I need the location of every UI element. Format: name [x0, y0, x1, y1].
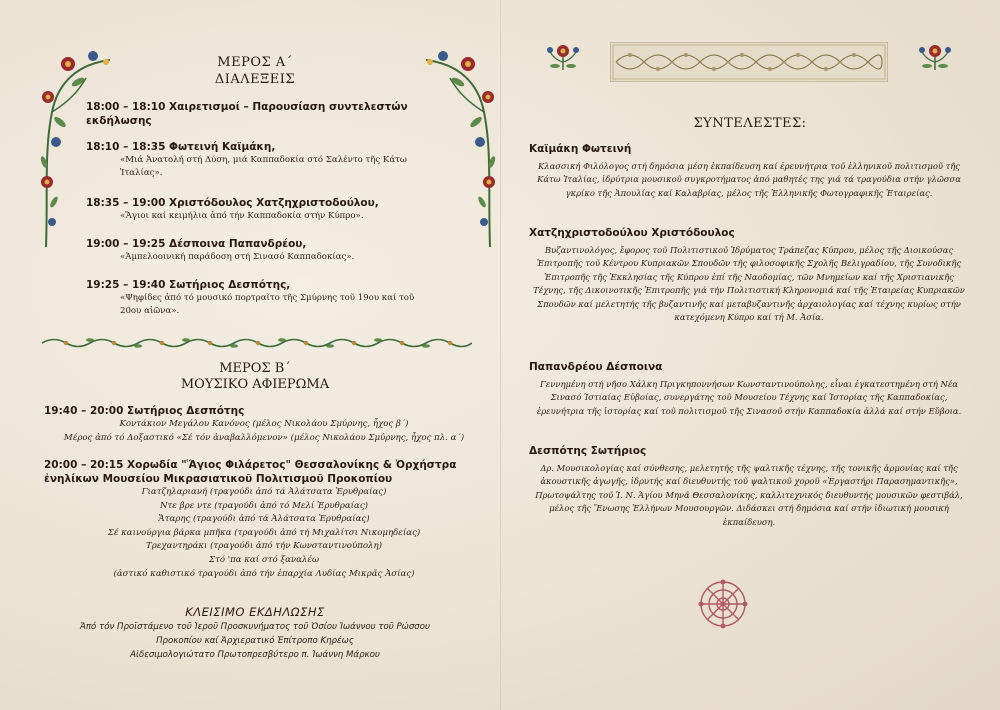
music-block-title: 20:00 – 20:15 Χορωδία "Ἅγιος Φιλάρετος" Θεσσαλονίκης & Ὀρχήστρα ἐνηλίκων Μουσείου Μικρασιατικοῦ Πολιτισμοῦ Προκοπίου — [44, 459, 457, 485]
bio-name: Καϊμάκη Φωτεινή — [529, 143, 632, 155]
bio-despotis — [529, 444, 969, 529]
session-title: 19:25 – 19:40 Σωτήριος Δεσπότης, — [86, 279, 291, 291]
closing-line: Ἀπό τόν Προϊστάμενο τοῦ Ἱεροῦ Προσκυνήματος τοῦ Ὁσίου Ἰωάννου τοῦ Ρώσσου — [79, 622, 430, 632]
music-line: Στό 'πα καί στό ξαναλέω — [209, 554, 319, 565]
flower-ornament-right-icon — [917, 42, 953, 74]
bio-name: Δεσπότης Σωτήριος — [529, 445, 647, 457]
music-line: Σέ καινούργια βάρκα μπῆκα (τραγούδι ἀπό τή Μιχαλίτσι Νικομηδείας) — [107, 527, 421, 538]
closing-section — [20, 604, 490, 662]
music-line: Μέρος ἀπό τό Δοξαστικό «Σέ τόν ἀναβαλλόμενον» (μέλος Νικολάου Σμύρνης, ἦχος πλ. α΄) — [63, 432, 465, 443]
closing-title: ΚΛΕΙΣΙΜΟ ΕΚΔΗΛΩΣΗΣ — [185, 605, 325, 619]
bio-text: Γεννημένη στή νῆσο Χάλκη Πριγκηποννήσων Κωνσταντινούπολης, εἶναι ἐγκατεστημένη στή Νέα Σινασό Ἱστιαίας Εὐβοίας, συνεργάτης τοῦ Μουσείου Τέχνης καί Ἱστορίας τῆς Καππαδοκίας, ἐρευνήτρια τῆς ἱστορίας καί τοῦ πολιτισμοῦ τῆς Σινασοῦ στήν Καππαδοκία ἀλλά καί στήν Εὔβοια. — [536, 379, 962, 416]
session-2 — [86, 140, 426, 180]
left-panel — [20, 30, 490, 700]
music-line: Γιατζηλαριανή (τραγούδι ἀπό τά Ἀλάτσατα Ἐρυθραίας) — [141, 487, 387, 497]
music-line: Κοντάκιον Μεγάλου Κανόνος (μέλος Νικολάου Σμύρνης, ἦχος β΄) — [119, 419, 409, 429]
music-line: Τρεχαντηράκι (τραγούδι ἀπό τήν Κωνσταντινούπολη) — [146, 541, 382, 552]
bio-text: Κλασσική Φιλόλογος στή δημόσια μέση ἐκπαίδευση καί ἐρευνήτρια τοῦ ἑλληνικοῦ πολιτισμοῦ τῆς Κάτω Ἰταλίας, ἱδρύτρια μουσικοῦ συγκροτήματος ἀπό μαθητές της γιά τά τραγούδια στήν γλῶσσα γκρίκο τῆς Ἀπουλίας καί Καλαβρίας, μέλος τῆς Ἑλληνικῆς Φωτογραφικῆς Ἑταιρείας. — [537, 161, 961, 198]
fold-line — [500, 0, 501, 710]
session-title: 18:10 – 18:35 Φωτεινή Καϊμάκη, — [86, 141, 276, 153]
music-line: Ντε βρε ντε (τραγούδι ἀπό τό Μελί Ἐρυθραίας) — [159, 500, 369, 511]
session-title: 18:35 – 19:00 Χριστόδουλος Χατζηχριστοδούλου, — [86, 197, 379, 209]
bio-name: Παπανδρέου Δέσποινα — [529, 361, 663, 373]
session-desc: «Ἅγιοι καί κειμήλια ἀπό τήν Καππαδοκία στήν Κύπρο». — [120, 211, 364, 221]
music-block-2 — [44, 458, 484, 581]
music-line: Ἄταρης (τραγούδι ἀπό τά Ἀλάτσατα Ἐρυθραίας) — [158, 514, 370, 525]
bio-text: Δρ. Μουσικολογίας καί σύνθεσης, μελετητής τῆς ψαλτικῆς τέχνης, τῆς τονικῆς ἁρμονίας καί τῆς ἀκουστικῆς ἀγωγῆς, ἱδρυτής καί διευθυντής τοῦ ψαλτικοῦ χοροῦ «Ἐργαστήρι Παρασημαντικῆς», Πρωτοψάλτης τοῦ Ἱ. Ν. Ἁγίου Μηνᾶ Θεσσαλονίκης, καλλιτεχνικός διευθυντής μουσικῶν φεστιβάλ, μέλος τῆς Ἕνωσης Ἑλλήνων Μουσουργῶν. Διδάσκει στή δημόσια καί στήν ἰδιωτική μουσική ἐκπαίδευση. — [535, 463, 963, 527]
part-b-title: ΜΕΡΟΣ Β΄ — [219, 361, 291, 376]
music-block-1 — [44, 404, 484, 445]
vine-divider-icon — [42, 336, 472, 350]
closing-line: Προκοπίου καί Ἀρχιερατικό Ἐπίτροπο Κηρέως — [156, 636, 354, 646]
session-desc: «Ἀμπελοοινική παράδοση στή Σινασό Καππαδοκίας». — [120, 252, 355, 262]
session-5 — [86, 278, 426, 318]
part-a-title: ΜΕΡΟΣ Α΄ — [217, 55, 293, 70]
session-1 — [86, 100, 426, 128]
bio-kaimaki — [529, 142, 969, 200]
bio-text: Βυζαντινολόγος, ἔφορος τοῦ Πολιτιστικοῦ Ἱδρύματος Τράπεζας Κύπρου, μέλος τῆς Διοικούσας Ἐπιτροπῆς τοῦ Κέντρου Κυπριακῶν Σπουδῶν τῆς φιλοσοφικῆς Σχολῆς Βελιγραδίου, τῆς Συνοδικῆς Ἐπιτροπῆς τῆς Ἐκκλησίας τῆς Κύπρου ἐπί τῆς Ναοδομίας, τῶν Μνημείων καί τῆς Χριστιανικῆς Τέχνης, τῆς Δικοινοτικῆς Ἐπιτροπῆς γιά τήν Πολιτιστική Κληρονομιά καί τῆς Ἑταιρείας Κυπριακῶν Σπουδῶν καί μελετητής τῆς βυζαντινῆς καί μεταβυζαντινῆς ἀρχαιολογίας καί τέχνης κυρίως στήν κατεχόμενη Κύπρο καί τή Μ. Ἀσία. — [533, 245, 965, 323]
music-block-title: 19:40 – 20:00 Σωτήριος Δεσπότης — [44, 405, 245, 417]
session-desc: «Ψηφίδες ἀπό τό μουσικό πορτραῖτο τῆς Σμύρνης τοῦ 19ου καί τοῦ 20ου αἰῶνα». — [120, 293, 415, 316]
music-line: (ἀστικό καθιστικό τραγούδι ἀπό τήν ἐπαρχία Λυδίας Μικρᾶς Ἀσίας) — [113, 568, 415, 579]
bio-papandreou — [529, 360, 969, 418]
rosette-ornament-icon — [697, 578, 749, 630]
contributors-title: ΣΥΝΤΕΛΕΣΤΕΣ: — [693, 116, 807, 131]
flower-ornament-left-icon — [545, 42, 581, 74]
bio-chatzichristodoulou — [529, 226, 969, 324]
right-panel — [515, 30, 985, 700]
session-title: 18:00 – 18:10 Χαιρετισμοί – Παρουσίαση συντελεστών εκδήλωσης — [86, 101, 408, 127]
session-title: 19:00 – 19:25 Δέσποινα Παπανδρέου, — [86, 238, 307, 250]
part-a-subtitle: ΔΙΑΛΕΞΕΙΣ — [214, 72, 296, 87]
session-desc: «Μιά Ἀνατολή στή Δύση, μιά Καππαδοκία στό Σαλέντο τῆς Κάτω Ἰταλίας». — [120, 155, 407, 178]
part-b-subtitle: ΜΟΥΣΙΚΟ ΑΦΙΕΡΩΜΑ — [180, 377, 330, 392]
session-4 — [86, 237, 426, 264]
session-3 — [86, 196, 426, 223]
bio-name: Χατζηχριστοδούλου Χριστόδουλος — [529, 227, 735, 239]
closing-line: Αἰδεσιμολογιώτατο Πρωτοπρεσβύτερο π. Ἰωάννη Μάρκου — [130, 650, 380, 660]
ornamental-band-icon — [610, 42, 888, 82]
